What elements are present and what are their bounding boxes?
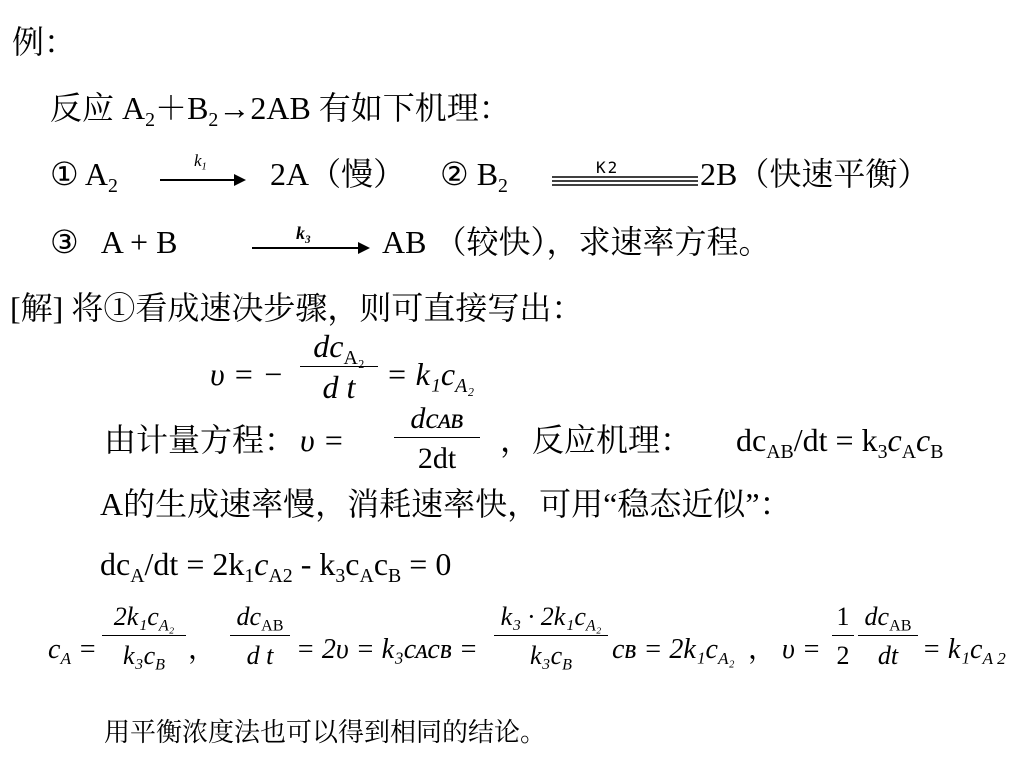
stoich-denominator: 2dt [417, 442, 457, 475]
plus-sign: ＋ [155, 90, 188, 126]
mech1-k-sub: 1 [201, 161, 207, 173]
reactant-a2: A [122, 90, 146, 126]
mech2-product: 2B [700, 156, 738, 192]
final-end: = $k_1c_{A 2}$ [922, 634, 1006, 669]
mech1-product: 2A [270, 156, 310, 192]
mech2-right [700, 158, 929, 190]
final-mid2: cʙ = $2k_1c_{A_2}$ [612, 634, 735, 669]
mech1-arrow [160, 172, 248, 188]
conclusion-text: 用平衡浓度法也可以得到相同的结论。 [104, 718, 547, 747]
mech2-left [440, 156, 508, 197]
eq1-fraction [300, 330, 378, 403]
mech3-k-sub: 3 [305, 233, 311, 246]
mech3-product: AB [382, 224, 427, 260]
final-ca-fraction: $2k_1c_{A_2}$ $k_3c_B$ [102, 604, 186, 669]
stoich-mid: ，反应机理： [500, 422, 693, 458]
final-mid1: = 2υ = k₃cᴀcʙ = [296, 634, 478, 665]
final-ca-lhs: $c_A$ = [48, 634, 97, 669]
mech3-note: （较快），求速率方程。 [434, 224, 771, 260]
reaction-suffix: 有如下机理： [310, 90, 511, 126]
stoich-lhs: υ = [300, 422, 345, 458]
mech2-reactant: B [476, 156, 499, 192]
final-dc-fraction: $dc_{AB}$ d t [230, 604, 290, 669]
solution-text: 将①看成速决步骤，则可直接写出： [71, 290, 584, 326]
final-sep2: ， [748, 634, 777, 665]
stoich-prefix: 由计量方程： [104, 422, 297, 458]
mech2-note: （快速平衡） [737, 156, 930, 192]
mech1-right [270, 158, 405, 190]
mech3-k: k [296, 223, 305, 243]
reaction-arrow: → [218, 90, 251, 126]
final-dc2-fraction: $dc_{AB}$ dt [858, 604, 918, 669]
reaction-prefix: 反应 [50, 90, 123, 126]
mech1-note: （慢） [309, 156, 406, 192]
reactant-a2-sub: 2 [145, 108, 156, 131]
mech3-reactant: A + B [100, 224, 178, 260]
steady-state-equation: $dc_A/dt = 2k_1c_{A2} - k_3c_Ac_B = 0$ [100, 546, 452, 587]
eq1-lhs: υ = − [210, 356, 284, 392]
mech3-arrow [252, 240, 372, 256]
stoich-rate: $dc_{AB}/dt = k_3c_Ac_B$ [736, 422, 944, 463]
mech2-reactant-sub: 2 [498, 174, 508, 197]
reactant-b2: B [187, 90, 209, 126]
final-half-fraction: 1 2 [832, 604, 854, 669]
solution-label: [解] [10, 290, 64, 326]
mech1-left [50, 156, 118, 197]
final-sep1: ， [188, 634, 217, 665]
mech2-equilibrium-arrow [550, 174, 700, 188]
eq1-rhs: = $k_1c_{A_2}$ [386, 356, 475, 397]
overall-reaction [50, 90, 511, 131]
mech3-number: ③ [50, 224, 79, 260]
reactant-b2-sub: 2 [208, 108, 219, 131]
stoich-fraction [394, 404, 480, 474]
final-big-fraction: $k_3 \cdot 2k_1c_{A_2}$ $k_3c_B$ [494, 604, 608, 669]
mech1-number: ① [50, 156, 79, 192]
mech1-k: k [194, 151, 202, 170]
example-label: 例： [12, 24, 77, 60]
mech3-left [50, 226, 177, 258]
stoich-numerator: dcᴀʙ [410, 402, 464, 435]
mech2-k: K [596, 158, 608, 177]
mech2-k-sub: 2 [607, 158, 620, 177]
mech3-right [382, 226, 770, 258]
solution-line [10, 292, 583, 324]
mech1-reactant: A [84, 156, 109, 192]
mech2-number: ② [440, 156, 469, 192]
reaction-product: 2AB [250, 90, 311, 126]
eq1-numerator: $dc_{A_2}$ [313, 328, 365, 369]
final-v-eq: υ = [782, 634, 821, 665]
steady-state-text: A的生成速率慢，消耗速率快，可用“稳态近似”： [100, 486, 792, 522]
mech1-rate-constant [194, 151, 207, 173]
eq1-denominator: d t [322, 369, 356, 405]
mech1-reactant-sub: 2 [108, 174, 118, 197]
